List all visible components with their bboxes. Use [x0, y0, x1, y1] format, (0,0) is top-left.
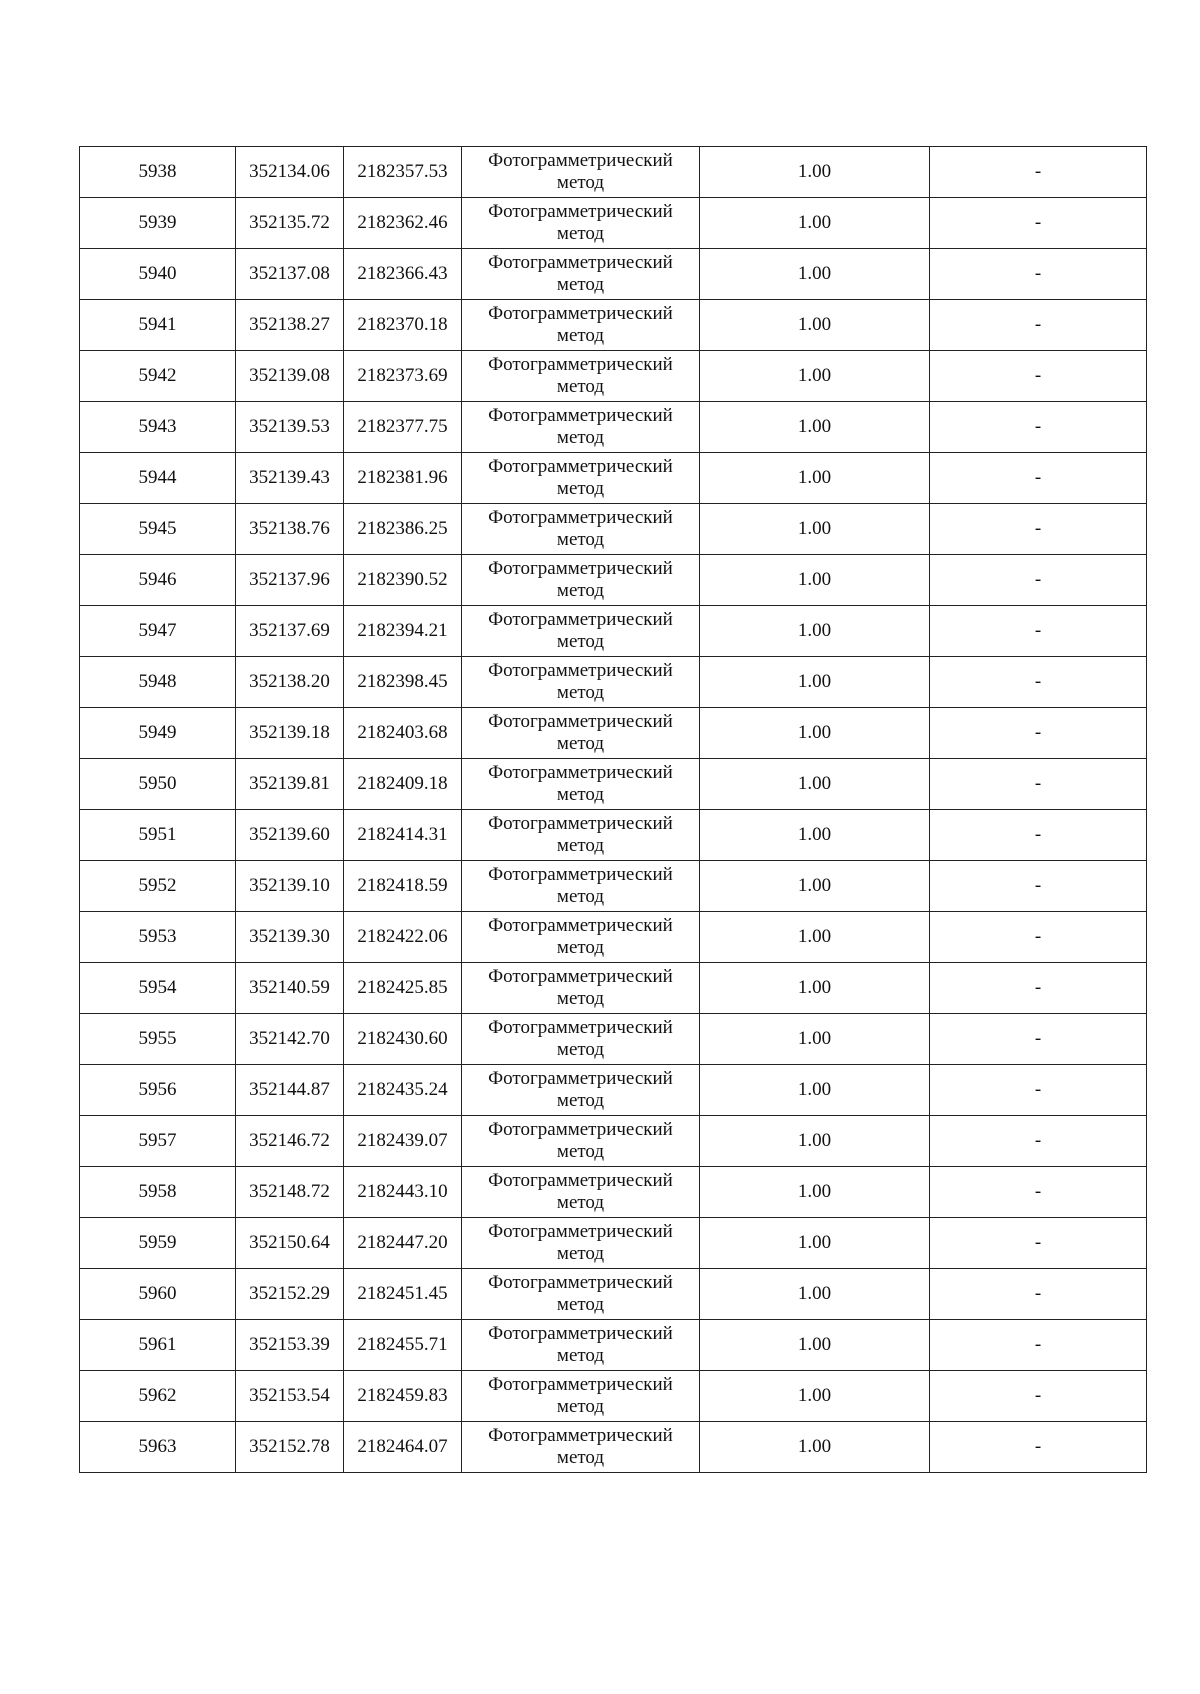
note-cell: - — [930, 1167, 1147, 1218]
method-text-line2: метод — [556, 529, 605, 550]
y-coordinate-cell: 2182422.06 — [344, 912, 462, 963]
x-coordinate-cell: 352139.18 — [236, 708, 344, 759]
method-text-line2: метод — [556, 376, 605, 397]
note-cell: - — [930, 504, 1147, 555]
note-cell: - — [930, 1065, 1147, 1116]
point-number-cell: 5950 — [80, 759, 236, 810]
table-row — [80, 1167, 1147, 1218]
accuracy-cell: 1.00 — [700, 912, 930, 963]
method-text-line1: Фотограмметрический — [488, 864, 673, 885]
x-coordinate-cell: 352139.10 — [236, 861, 344, 912]
point-number-cell: 5954 — [80, 963, 236, 1014]
method-text-line2: метод — [556, 223, 605, 244]
point-number-cell: 5963 — [80, 1422, 236, 1473]
x-coordinate-cell: 352150.64 — [236, 1218, 344, 1269]
method-text-line1: Фотограмметрический — [488, 609, 673, 630]
accuracy-cell: 1.00 — [700, 351, 930, 402]
y-coordinate-cell: 2182373.69 — [344, 351, 462, 402]
point-number-cell: 5948 — [80, 657, 236, 708]
accuracy-cell: 1.00 — [700, 198, 930, 249]
method-text-line2: метод — [556, 1447, 605, 1468]
note-cell: - — [930, 810, 1147, 861]
method-cell — [462, 657, 700, 708]
method-cell — [462, 912, 700, 963]
x-coordinate-cell: 352139.81 — [236, 759, 344, 810]
method-text-line2: метод — [556, 937, 605, 958]
note-cell: - — [930, 555, 1147, 606]
table-row — [80, 402, 1147, 453]
y-coordinate-cell: 2182459.83 — [344, 1371, 462, 1422]
accuracy-cell: 1.00 — [700, 1167, 930, 1218]
accuracy-cell: 1.00 — [700, 1065, 930, 1116]
method-cell — [462, 1167, 700, 1218]
method-cell — [462, 300, 700, 351]
table-row — [80, 708, 1147, 759]
method-text-line2: метод — [556, 1039, 605, 1060]
y-coordinate-cell: 2182439.07 — [344, 1116, 462, 1167]
x-coordinate-cell: 352137.08 — [236, 249, 344, 300]
note-cell: - — [930, 861, 1147, 912]
note-cell: - — [930, 759, 1147, 810]
point-number-cell: 5958 — [80, 1167, 236, 1218]
note-cell: - — [930, 963, 1147, 1014]
y-coordinate-cell: 2182362.46 — [344, 198, 462, 249]
method-cell — [462, 861, 700, 912]
note-cell: - — [930, 351, 1147, 402]
x-coordinate-cell: 352138.20 — [236, 657, 344, 708]
method-text-line1: Фотограмметрический — [488, 507, 673, 528]
method-cell — [462, 198, 700, 249]
method-text-line1: Фотограмметрический — [488, 762, 673, 783]
note-cell: - — [930, 198, 1147, 249]
method-cell — [462, 759, 700, 810]
note-cell: - — [930, 912, 1147, 963]
method-text-line2: метод — [556, 1294, 605, 1315]
table-row — [80, 1065, 1147, 1116]
y-coordinate-cell: 2182386.25 — [344, 504, 462, 555]
x-coordinate-cell: 352137.69 — [236, 606, 344, 657]
table-row — [80, 1371, 1147, 1422]
y-coordinate-cell: 2182366.43 — [344, 249, 462, 300]
table-row — [80, 1269, 1147, 1320]
method-text-line1: Фотограмметрический — [488, 1221, 673, 1242]
x-coordinate-cell: 352153.39 — [236, 1320, 344, 1371]
table-row — [80, 657, 1147, 708]
point-number-cell: 5941 — [80, 300, 236, 351]
method-text-line1: Фотограмметрический — [488, 1323, 673, 1344]
note-cell: - — [930, 657, 1147, 708]
note-cell: - — [930, 249, 1147, 300]
accuracy-cell: 1.00 — [700, 147, 930, 198]
table-row — [80, 1116, 1147, 1167]
accuracy-cell: 1.00 — [700, 606, 930, 657]
note-cell: - — [930, 147, 1147, 198]
accuracy-cell: 1.00 — [700, 1218, 930, 1269]
note-cell: - — [930, 1320, 1147, 1371]
note-cell: - — [930, 453, 1147, 504]
accuracy-cell: 1.00 — [700, 555, 930, 606]
point-number-cell: 5940 — [80, 249, 236, 300]
method-cell — [462, 453, 700, 504]
method-text-line2: метод — [556, 1345, 605, 1366]
method-text-line1: Фотограмметрический — [488, 354, 673, 375]
method-text-line1: Фотограмметрический — [488, 201, 673, 222]
note-cell: - — [930, 402, 1147, 453]
accuracy-cell: 1.00 — [700, 300, 930, 351]
note-cell: - — [930, 1116, 1147, 1167]
method-cell — [462, 555, 700, 606]
point-number-cell: 5946 — [80, 555, 236, 606]
table-row — [80, 249, 1147, 300]
method-text-line2: метод — [556, 682, 605, 703]
table-row — [80, 1014, 1147, 1065]
method-cell — [462, 810, 700, 861]
accuracy-cell: 1.00 — [700, 504, 930, 555]
table-row — [80, 453, 1147, 504]
table-row — [80, 759, 1147, 810]
x-coordinate-cell: 352153.54 — [236, 1371, 344, 1422]
point-number-cell: 5944 — [80, 453, 236, 504]
y-coordinate-cell: 2182451.45 — [344, 1269, 462, 1320]
y-coordinate-cell: 2182430.60 — [344, 1014, 462, 1065]
accuracy-cell: 1.00 — [700, 1371, 930, 1422]
x-coordinate-cell: 352138.76 — [236, 504, 344, 555]
table-row — [80, 504, 1147, 555]
method-text-line1: Фотограмметрический — [488, 456, 673, 477]
x-coordinate-cell: 352152.78 — [236, 1422, 344, 1473]
table-row — [80, 1218, 1147, 1269]
method-text-line1: Фотограмметрический — [488, 558, 673, 579]
note-cell: - — [930, 1422, 1147, 1473]
method-text-line1: Фотограмметрический — [488, 711, 673, 732]
accuracy-cell: 1.00 — [700, 963, 930, 1014]
method-cell — [462, 1422, 700, 1473]
table-row — [80, 300, 1147, 351]
accuracy-cell: 1.00 — [700, 708, 930, 759]
x-coordinate-cell: 352140.59 — [236, 963, 344, 1014]
method-cell — [462, 1218, 700, 1269]
method-text-line2: метод — [556, 784, 605, 805]
note-cell: - — [930, 1371, 1147, 1422]
table-row — [80, 1422, 1147, 1473]
method-text-line2: метод — [556, 580, 605, 601]
point-number-cell: 5943 — [80, 402, 236, 453]
method-text-line2: метод — [556, 733, 605, 754]
point-number-cell: 5960 — [80, 1269, 236, 1320]
method-text-line1: Фотограмметрический — [488, 405, 673, 426]
y-coordinate-cell: 2182418.59 — [344, 861, 462, 912]
method-text-line1: Фотограмметрический — [488, 966, 673, 987]
method-cell — [462, 606, 700, 657]
x-coordinate-cell: 352134.06 — [236, 147, 344, 198]
method-cell — [462, 1065, 700, 1116]
y-coordinate-cell: 2182447.20 — [344, 1218, 462, 1269]
method-text-line1: Фотограмметрический — [488, 1272, 673, 1293]
point-number-cell: 5959 — [80, 1218, 236, 1269]
y-coordinate-cell: 2182390.52 — [344, 555, 462, 606]
y-coordinate-cell: 2182394.21 — [344, 606, 462, 657]
point-number-cell: 5952 — [80, 861, 236, 912]
method-text-line2: метод — [556, 1243, 605, 1264]
method-text-line2: метод — [556, 1090, 605, 1111]
method-cell — [462, 1116, 700, 1167]
x-coordinate-cell: 352144.87 — [236, 1065, 344, 1116]
table-row — [80, 1320, 1147, 1371]
accuracy-cell: 1.00 — [700, 810, 930, 861]
method-text-line2: метод — [556, 274, 605, 295]
method-text-line1: Фотограмметрический — [488, 150, 673, 171]
point-number-cell: 5942 — [80, 351, 236, 402]
x-coordinate-cell: 352137.96 — [236, 555, 344, 606]
method-text-line1: Фотограмметрический — [488, 813, 673, 834]
x-coordinate-cell: 352138.27 — [236, 300, 344, 351]
method-text-line2: метод — [556, 1141, 605, 1162]
y-coordinate-cell: 2182357.53 — [344, 147, 462, 198]
point-number-cell: 5956 — [80, 1065, 236, 1116]
note-cell: - — [930, 708, 1147, 759]
method-cell — [462, 1014, 700, 1065]
point-number-cell: 5939 — [80, 198, 236, 249]
accuracy-cell: 1.00 — [700, 1269, 930, 1320]
x-coordinate-cell: 352148.72 — [236, 1167, 344, 1218]
table-row — [80, 912, 1147, 963]
method-cell — [462, 708, 700, 759]
method-text-line1: Фотограмметрический — [488, 1017, 673, 1038]
x-coordinate-cell: 352146.72 — [236, 1116, 344, 1167]
method-cell — [462, 504, 700, 555]
x-coordinate-cell: 352139.43 — [236, 453, 344, 504]
method-text-line1: Фотограмметрический — [488, 1170, 673, 1191]
point-number-cell: 5962 — [80, 1371, 236, 1422]
accuracy-cell: 1.00 — [700, 402, 930, 453]
x-coordinate-cell: 352142.70 — [236, 1014, 344, 1065]
accuracy-cell: 1.00 — [700, 1014, 930, 1065]
y-coordinate-cell: 2182398.45 — [344, 657, 462, 708]
note-cell: - — [930, 606, 1147, 657]
method-text-line2: метод — [556, 988, 605, 1009]
method-cell — [462, 1371, 700, 1422]
point-number-cell: 5957 — [80, 1116, 236, 1167]
method-text-line2: метод — [556, 886, 605, 907]
method-cell — [462, 1320, 700, 1371]
method-cell — [462, 963, 700, 1014]
y-coordinate-cell: 2182377.75 — [344, 402, 462, 453]
y-coordinate-cell: 2182414.31 — [344, 810, 462, 861]
method-text-line2: метод — [556, 427, 605, 448]
table-row — [80, 198, 1147, 249]
table-row — [80, 555, 1147, 606]
method-text-line2: метод — [556, 325, 605, 346]
table-row — [80, 861, 1147, 912]
x-coordinate-cell: 352135.72 — [236, 198, 344, 249]
method-text-line2: метод — [556, 172, 605, 193]
method-text-line2: метод — [556, 478, 605, 499]
point-number-cell: 5961 — [80, 1320, 236, 1371]
method-text-line1: Фотограмметрический — [488, 1374, 673, 1395]
y-coordinate-cell: 2182381.96 — [344, 453, 462, 504]
method-text-line1: Фотограмметрический — [488, 1425, 673, 1446]
table-row — [80, 351, 1147, 402]
accuracy-cell: 1.00 — [700, 759, 930, 810]
y-coordinate-cell: 2182425.85 — [344, 963, 462, 1014]
method-text-line2: метод — [556, 631, 605, 652]
point-number-cell: 5945 — [80, 504, 236, 555]
accuracy-cell: 1.00 — [700, 453, 930, 504]
x-coordinate-cell: 352139.08 — [236, 351, 344, 402]
method-text-line1: Фотограмметрический — [488, 252, 673, 273]
x-coordinate-cell: 352139.30 — [236, 912, 344, 963]
y-coordinate-cell: 2182443.10 — [344, 1167, 462, 1218]
point-number-cell: 5947 — [80, 606, 236, 657]
accuracy-cell: 1.00 — [700, 657, 930, 708]
y-coordinate-cell: 2182403.68 — [344, 708, 462, 759]
y-coordinate-cell: 2182455.71 — [344, 1320, 462, 1371]
method-cell — [462, 1269, 700, 1320]
y-coordinate-cell: 2182464.07 — [344, 1422, 462, 1473]
table-row — [80, 606, 1147, 657]
method-cell — [462, 147, 700, 198]
table-row — [80, 963, 1147, 1014]
accuracy-cell: 1.00 — [700, 861, 930, 912]
point-number-cell: 5949 — [80, 708, 236, 759]
accuracy-cell: 1.00 — [700, 1116, 930, 1167]
method-cell — [462, 249, 700, 300]
table-body — [80, 147, 1147, 1473]
method-text-line2: метод — [556, 1396, 605, 1417]
x-coordinate-cell: 352139.60 — [236, 810, 344, 861]
point-number-cell: 5938 — [80, 147, 236, 198]
point-number-cell: 5955 — [80, 1014, 236, 1065]
y-coordinate-cell: 2182370.18 — [344, 300, 462, 351]
method-text-line2: метод — [556, 1192, 605, 1213]
y-coordinate-cell: 2182435.24 — [344, 1065, 462, 1116]
method-text-line1: Фотограмметрический — [488, 303, 673, 324]
note-cell: - — [930, 300, 1147, 351]
note-cell: - — [930, 1014, 1147, 1065]
note-cell: - — [930, 1218, 1147, 1269]
x-coordinate-cell: 352152.29 — [236, 1269, 344, 1320]
method-text-line1: Фотограмметрический — [488, 660, 673, 681]
method-text-line1: Фотограмметрический — [488, 1119, 673, 1140]
method-cell — [462, 402, 700, 453]
point-number-cell: 5951 — [80, 810, 236, 861]
method-text-line2: метод — [556, 835, 605, 856]
accuracy-cell: 1.00 — [700, 249, 930, 300]
note-cell: - — [930, 1269, 1147, 1320]
coordinates-table — [79, 146, 1147, 1473]
method-text-line1: Фотограмметрический — [488, 915, 673, 936]
method-text-line1: Фотограмметрический — [488, 1068, 673, 1089]
accuracy-cell: 1.00 — [700, 1422, 930, 1473]
table-row — [80, 810, 1147, 861]
y-coordinate-cell: 2182409.18 — [344, 759, 462, 810]
x-coordinate-cell: 352139.53 — [236, 402, 344, 453]
table-row — [80, 147, 1147, 198]
method-cell — [462, 351, 700, 402]
accuracy-cell: 1.00 — [700, 1320, 930, 1371]
point-number-cell: 5953 — [80, 912, 236, 963]
